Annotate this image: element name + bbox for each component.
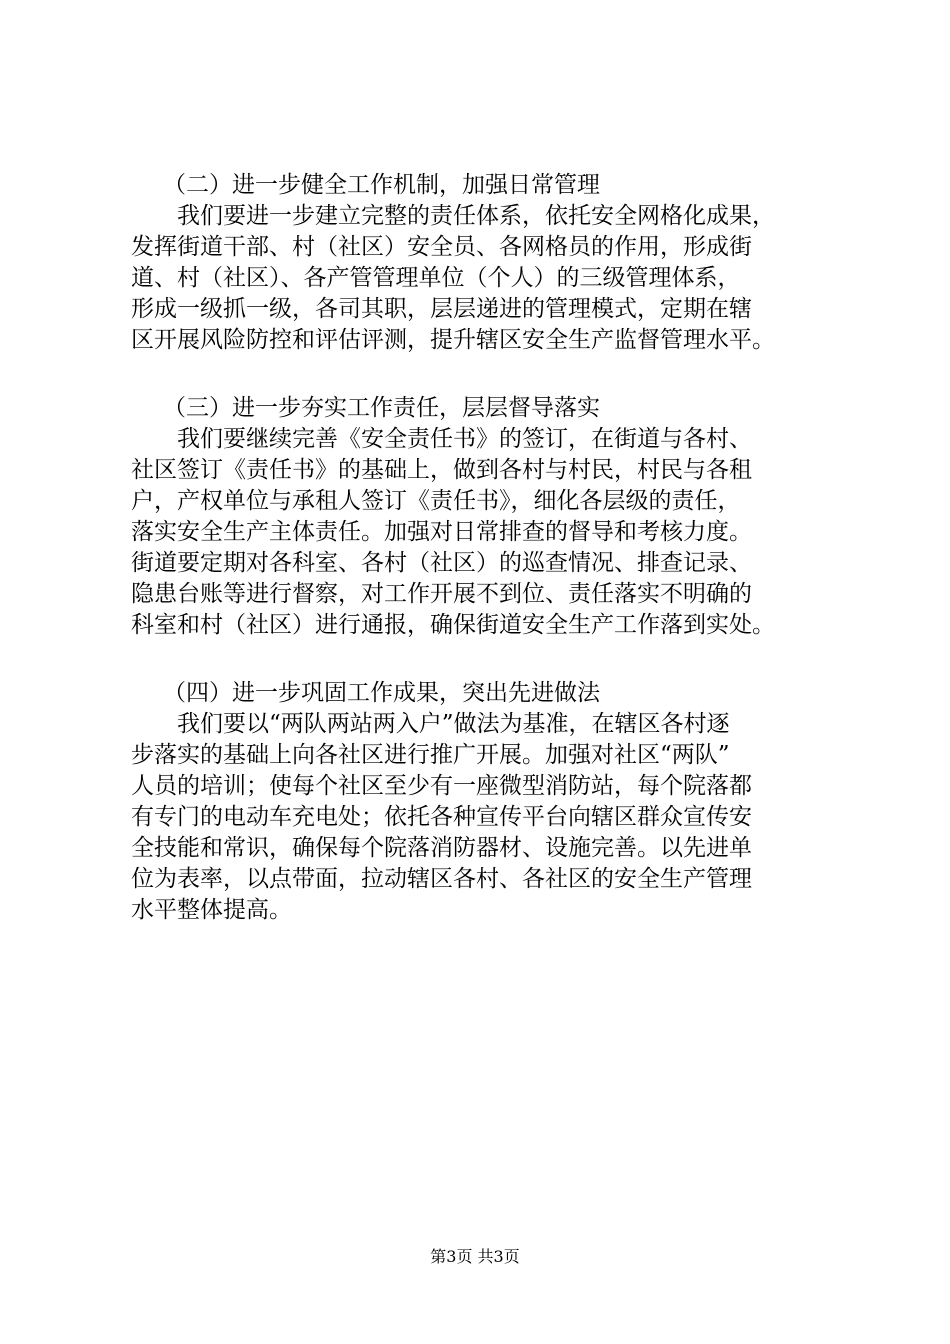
section-paragraph bbox=[131, 709, 861, 926]
paragraph-line: 科室和村（社区）进行通报，确保街道安全生产工作落到实处。 bbox=[131, 612, 775, 638]
paragraph-line: 户，产权单位与承租人签订《责任书》，细化各层级的责任， bbox=[131, 488, 741, 514]
paragraph-line: 街道要定期对各科室、各村（社区）的巡查情况、排查记录、 bbox=[131, 550, 752, 576]
paragraph-line: 我们要以“两队两站两入户”做法为基准，在辖区各村逐 bbox=[177, 711, 730, 737]
section-4 bbox=[131, 678, 861, 926]
paragraph-line: 我们要继续完善《安全责任书》的签订，在街道与各村、 bbox=[177, 426, 752, 452]
section-heading: （二）进一步健全工作机制，加强日常管理 bbox=[163, 172, 600, 198]
section-3 bbox=[131, 393, 861, 641]
paragraph-line: 我们要进一步建立完整的责任体系，依托安全网格化成果， bbox=[177, 203, 775, 229]
page-number-footer: 第3页 共3页 bbox=[430, 1247, 520, 1266]
document-body bbox=[131, 170, 861, 963]
paragraph-line: 形成一级抓一级，各司其职，层层递进的管理模式，定期在辖 bbox=[131, 296, 752, 322]
paragraph-line: 发挥街道干部、村（社区）安全员、各网格员的作用，形成街 bbox=[131, 234, 752, 260]
paragraph-line: 社区签订《责任书》的基础上，做到各村与村民，村民与各租 bbox=[131, 457, 752, 483]
paragraph-line: 全技能和常识，确保每个院落消防器材、设施完善。以先进单 bbox=[131, 835, 752, 861]
paragraph-line: 隐患台账等进行督察，对工作开展不到位、责任落实不明确的 bbox=[131, 581, 752, 607]
paragraph-line: 区开展风险防控和评估评测，提升辖区安全生产监督管理水平。 bbox=[131, 327, 775, 353]
section-2 bbox=[131, 170, 861, 356]
paragraph-line: 有专门的电动车充电处；依托各种宣传平台向辖区群众宣传安 bbox=[131, 804, 752, 830]
paragraph-line: 人员的培训；使每个社区至少有一座微型消防站，每个院落都 bbox=[131, 773, 752, 799]
paragraph-line: 落实安全生产主体责任。加强对日常排查的督导和考核力度。 bbox=[131, 519, 752, 545]
paragraph-line: 水平整体提高。 bbox=[131, 897, 292, 923]
section-heading: （四）进一步巩固工作成果，突出先进做法 bbox=[163, 680, 600, 706]
section-paragraph bbox=[131, 424, 861, 641]
section-heading: （三）进一步夯实工作责任，层层督导落实 bbox=[163, 395, 600, 421]
paragraph-line: 位为表率，以点带面，拉动辖区各村、各社区的安全生产管理 bbox=[131, 866, 752, 892]
paragraph-line: 道、村（社区）、各产管管理单位（个人）的三级管理体系， bbox=[131, 265, 741, 291]
section-paragraph bbox=[131, 201, 861, 356]
paragraph-line: 步落实的基础上向各社区进行推广开展。加强对社区“两队” bbox=[131, 742, 730, 768]
